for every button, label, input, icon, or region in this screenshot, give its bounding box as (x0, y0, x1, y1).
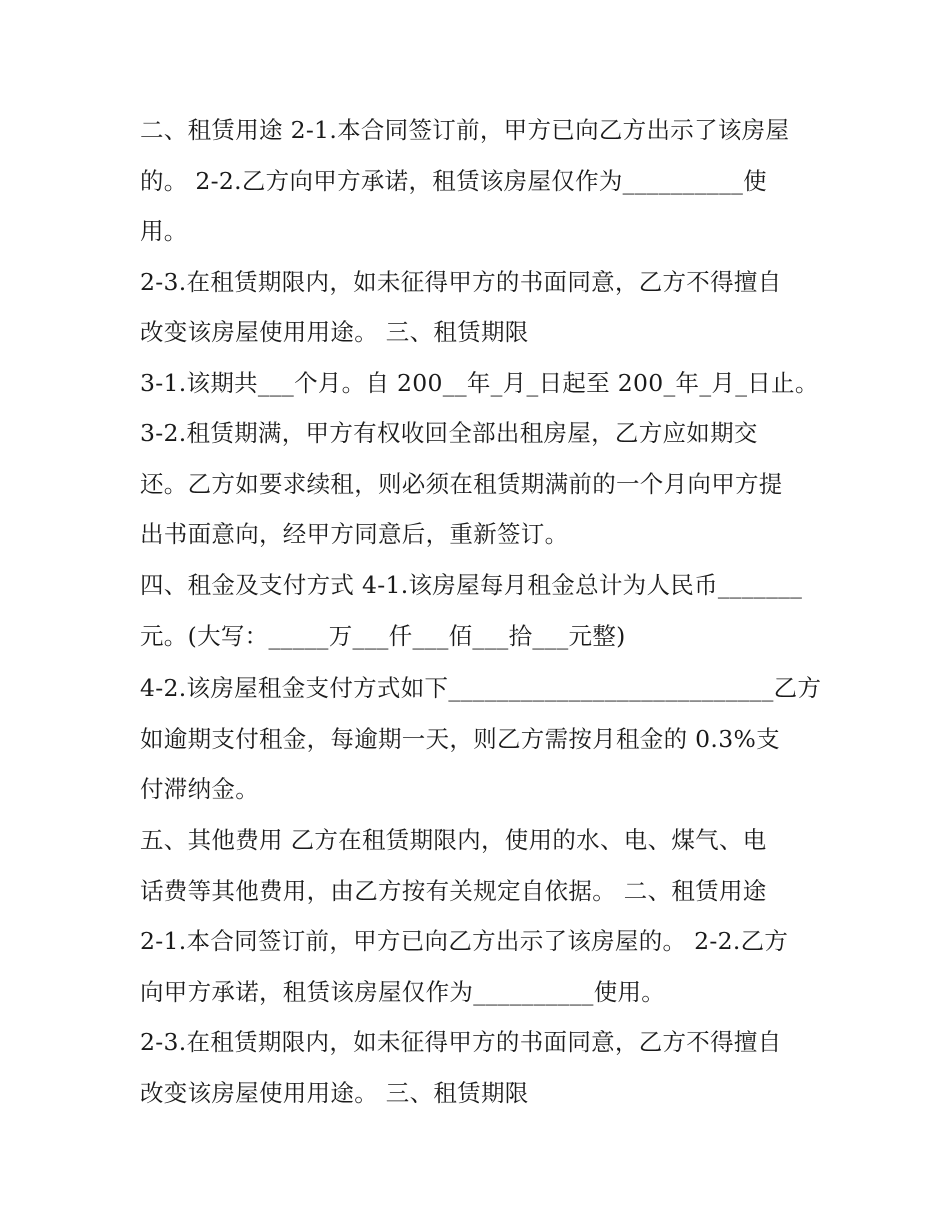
text-line: 2-3.在租赁期限内，如未征得甲方的书面同意，乙方不得擅自 (140, 1028, 782, 1056)
text-line: 3-1.该期共___个月。自 200__年_月_日起至 200_年_月_日止。 (140, 369, 819, 397)
text-line: 二、租赁用途 2-1.本合同签订前，甲方已向乙方出示了该房屋 (140, 116, 790, 144)
text-line: 如逾期支付租金，每逾期一天，则乙方需按月租金的 0.3%支 (140, 725, 780, 753)
text-line: 改变该房屋使用用途。 三、租赁期限 (140, 1079, 529, 1107)
text-line: 元。(大写：_____万___仟___佰___拾___元整) (140, 622, 626, 650)
text-line: 五、其他费用 乙方在租赁期限内，使用的水、电、煤气、电 (140, 826, 767, 854)
text-line: 3-2.租赁期满，甲方有权收回全部出租房屋，乙方应如期交 (140, 419, 758, 447)
text-line: 四、租金及支付方式 4-1.该房屋每月租金总计为人民币_______ (140, 571, 803, 599)
text-line: 2-1.本合同签订前，甲方已向乙方出示了该房屋的。 2-2.乙方 (140, 927, 789, 955)
text-line: 话费等其他费用，由乙方按有关规定自依据。 二、租赁用途 (140, 877, 767, 905)
text-line: 还。乙方如要求续租，则必须在租赁期满前的一个月向甲方提 (140, 470, 783, 498)
text-line: 的。 2-2.乙方向甲方承诺，租赁该房屋仅作为__________使 (140, 167, 767, 195)
text-line: 2-3.在租赁期限内，如未征得甲方的书面同意，乙方不得擅自 (140, 268, 782, 296)
text-line: 出书面意向，经甲方同意后，重新签订。 (140, 520, 569, 548)
text-line: 向甲方承诺，租赁该房屋仅作为__________使用。 (140, 978, 666, 1006)
text-line: 4-2.该房屋租金支付方式如下___________________________乙方 (140, 674, 822, 702)
text-line: 用。 (140, 217, 188, 245)
text-line: 付滞纳金。 (140, 775, 259, 803)
text-line: 改变该房屋使用用途。 三、租赁期限 (140, 318, 529, 346)
